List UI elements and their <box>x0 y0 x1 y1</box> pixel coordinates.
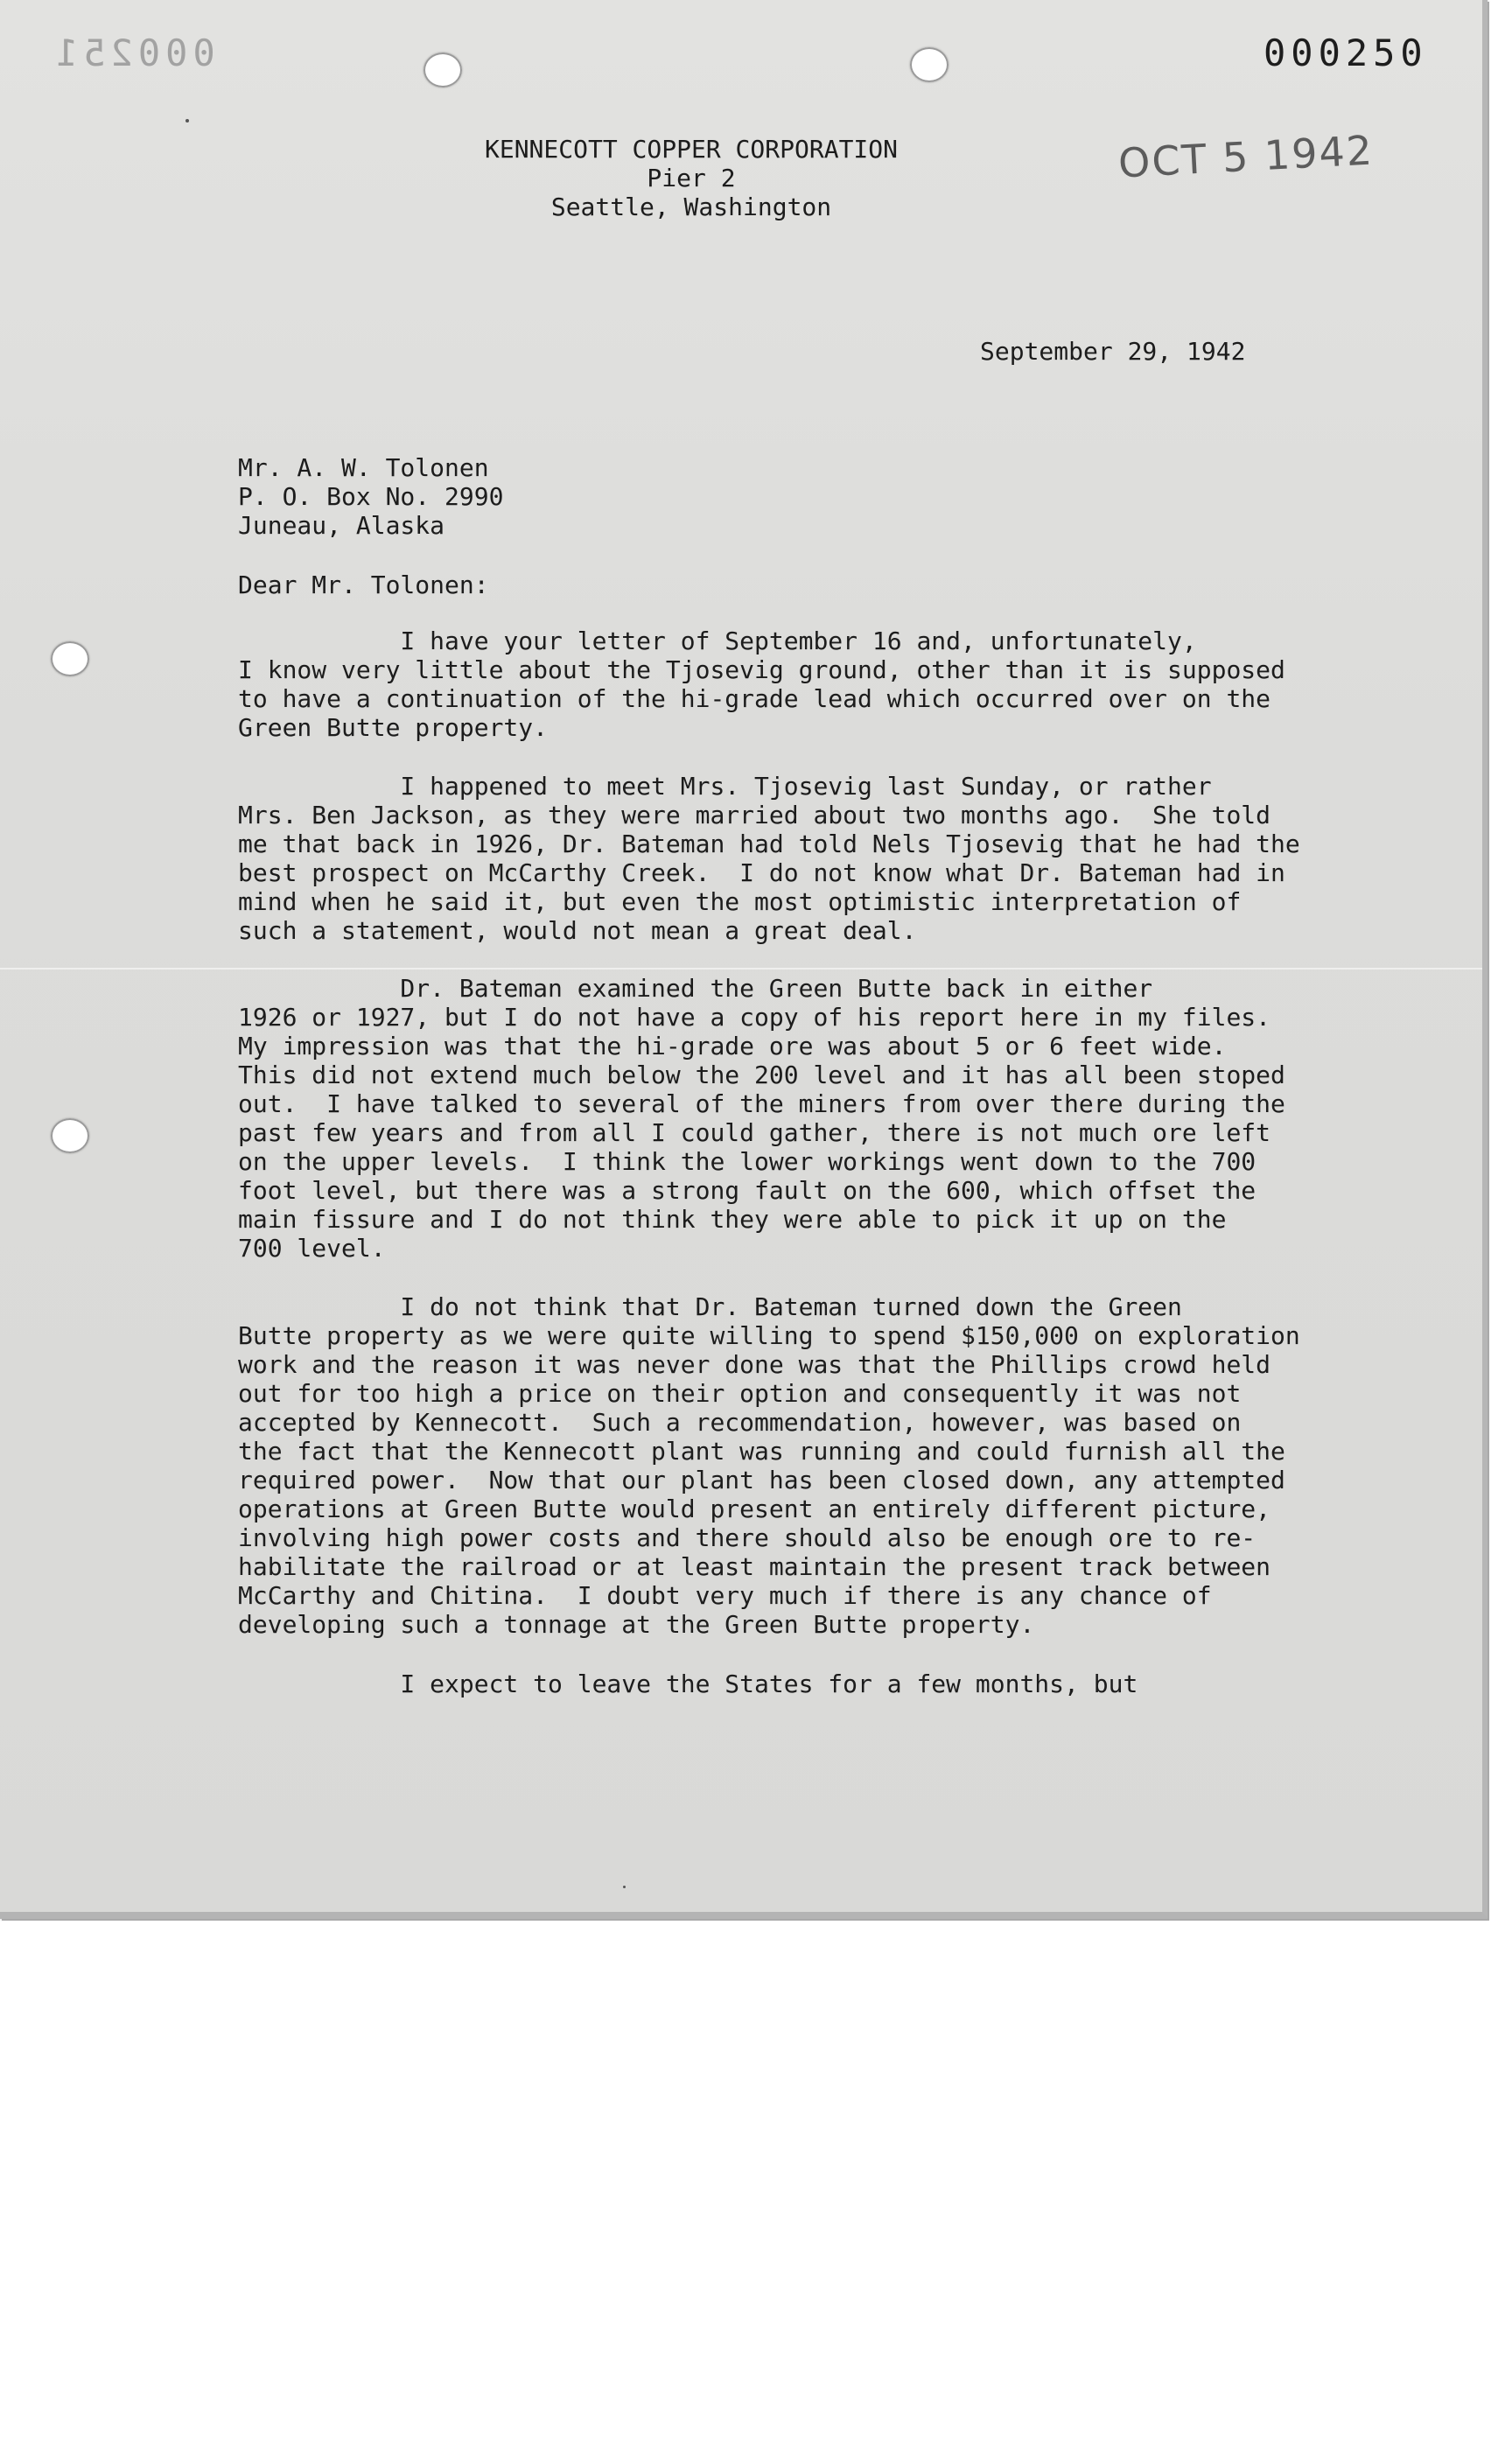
paragraph-line: accepted by Kennecott. Such a recommendation, however, was based on <box>238 1408 1242 1437</box>
paragraph-line: foot level, but there was a strong fault on the 600, which offset the <box>238 1176 1256 1205</box>
paragraph-line: Butte property as we were quite willing to spend $150,000 on exploration <box>238 1321 1300 1350</box>
paper-speck <box>623 1886 626 1888</box>
paragraph-line: My impression was that the hi-grade ore was about 5 or 6 feet wide. <box>238 1032 1227 1060</box>
paragraph-line: McCarthy and Chitina. I doubt very much if there is any chance of <box>238 1581 1212 1610</box>
recipient-name: Mr. A. W. Tolonen <box>238 453 489 482</box>
paragraph-line: I happened to meet Mrs. Tjosevig last Sunday, or rather <box>238 772 1212 801</box>
paragraph-line: out. I have talked to several of the miners from over there during the <box>238 1089 1285 1118</box>
paragraph-line: work and the reason it was never done was that the Phillips crowd held <box>238 1350 1271 1379</box>
punch-hole-top-right <box>910 47 948 82</box>
bleed-through-number-stamp: 000251 <box>51 32 215 74</box>
punch-hole-top-left <box>424 52 462 88</box>
paragraph-line: main fissure and I do not think they were able to pick it up on the <box>238 1205 1227 1234</box>
punch-hole-left-upper <box>51 641 89 676</box>
paragraph-line: I have your letter of September 16 and, unfortunately, <box>238 626 1197 655</box>
recipient-box: P. O. Box No. 2990 <box>238 482 504 511</box>
paragraph-line: Mrs. Ben Jackson, as they were married about two months ago. She told <box>238 801 1271 830</box>
paragraph-line: 1926 or 1927, but I do not have a copy of his report here in my files. <box>238 1003 1271 1032</box>
letterhead <box>481 135 901 221</box>
letterhead-city: Seattle, Washington <box>550 192 832 221</box>
paragraph-line: to have a continuation of the hi-grade lead which occurred over on the <box>238 684 1271 713</box>
paragraph-line: Dr. Bateman examined the Green Butte back in either <box>238 974 1153 1003</box>
salutation: Dear Mr. Tolonen: <box>238 570 489 599</box>
paper-speck <box>186 119 189 122</box>
paragraph-line: on the upper levels. I think the lower workings went down to the 700 <box>238 1147 1256 1176</box>
paragraph-line: best prospect on McCarthy Creek. I do not know what Dr. Bateman had in <box>238 858 1285 887</box>
punch-hole-left-lower <box>51 1118 89 1153</box>
paragraph-line: mind when he said it, but even the most optimistic interpretation of <box>238 887 1242 916</box>
paragraph-line: I know very little about the Tjosevig ground, other than it is supposed <box>238 655 1285 684</box>
body-paragraph <box>238 1292 1300 1639</box>
page-fold-line <box>0 968 1482 970</box>
paragraph-line: developing such a tonnage at the Green Butte property. <box>238 1610 1035 1639</box>
paragraph-line: me that back in 1926, Dr. Bateman had told Nels Tjosevig that he had the <box>238 830 1300 858</box>
paragraph-line: involving high power costs and there should also be enough ore to re- <box>238 1523 1256 1552</box>
letterhead-location: Pier 2 <box>647 164 736 192</box>
paragraph-line: I expect to leave the States for a few months, but <box>238 1670 1138 1698</box>
paragraph-line: This did not extend much below the 200 level and it has all been stoped <box>238 1060 1285 1089</box>
document-number-stamp: 000250 <box>1264 32 1428 74</box>
received-date-stamp: OCT 5 1942 <box>1116 126 1376 187</box>
paragraph-line: out for too high a price on their option and consequently it was not <box>238 1379 1242 1408</box>
body-paragraph <box>238 974 1285 1263</box>
paragraph-line: habilitate the railroad or at least maintain the present track between <box>238 1552 1271 1581</box>
paragraph-line: the fact that the Kennecott plant was running and could furnish all the <box>238 1437 1285 1466</box>
recipient-city: Juneau, Alaska <box>238 511 445 540</box>
paragraph-line: such a statement, would not mean a great deal. <box>238 916 917 945</box>
paragraph-line: operations at Green Butte would present an entirely different picture, <box>238 1494 1271 1523</box>
paragraph-line: 700 level. <box>238 1234 386 1263</box>
letter-date: September 29, 1942 <box>980 337 1246 366</box>
recipient-address <box>238 453 503 540</box>
letterhead-company: KENNECOTT COPPER CORPORATION <box>484 135 898 164</box>
paragraph-line: Green Butte property. <box>238 713 549 742</box>
paragraph-line: I do not think that Dr. Bateman turned down the Green <box>238 1292 1182 1321</box>
body-paragraph <box>238 626 1285 742</box>
paragraph-line: past few years and from all I could gather, there is not much ore left <box>238 1118 1271 1147</box>
paragraph-line: required power. Now that our plant has been closed down, any attempted <box>238 1466 1285 1494</box>
body-paragraph <box>238 1670 1138 1698</box>
body-paragraph <box>238 772 1300 945</box>
